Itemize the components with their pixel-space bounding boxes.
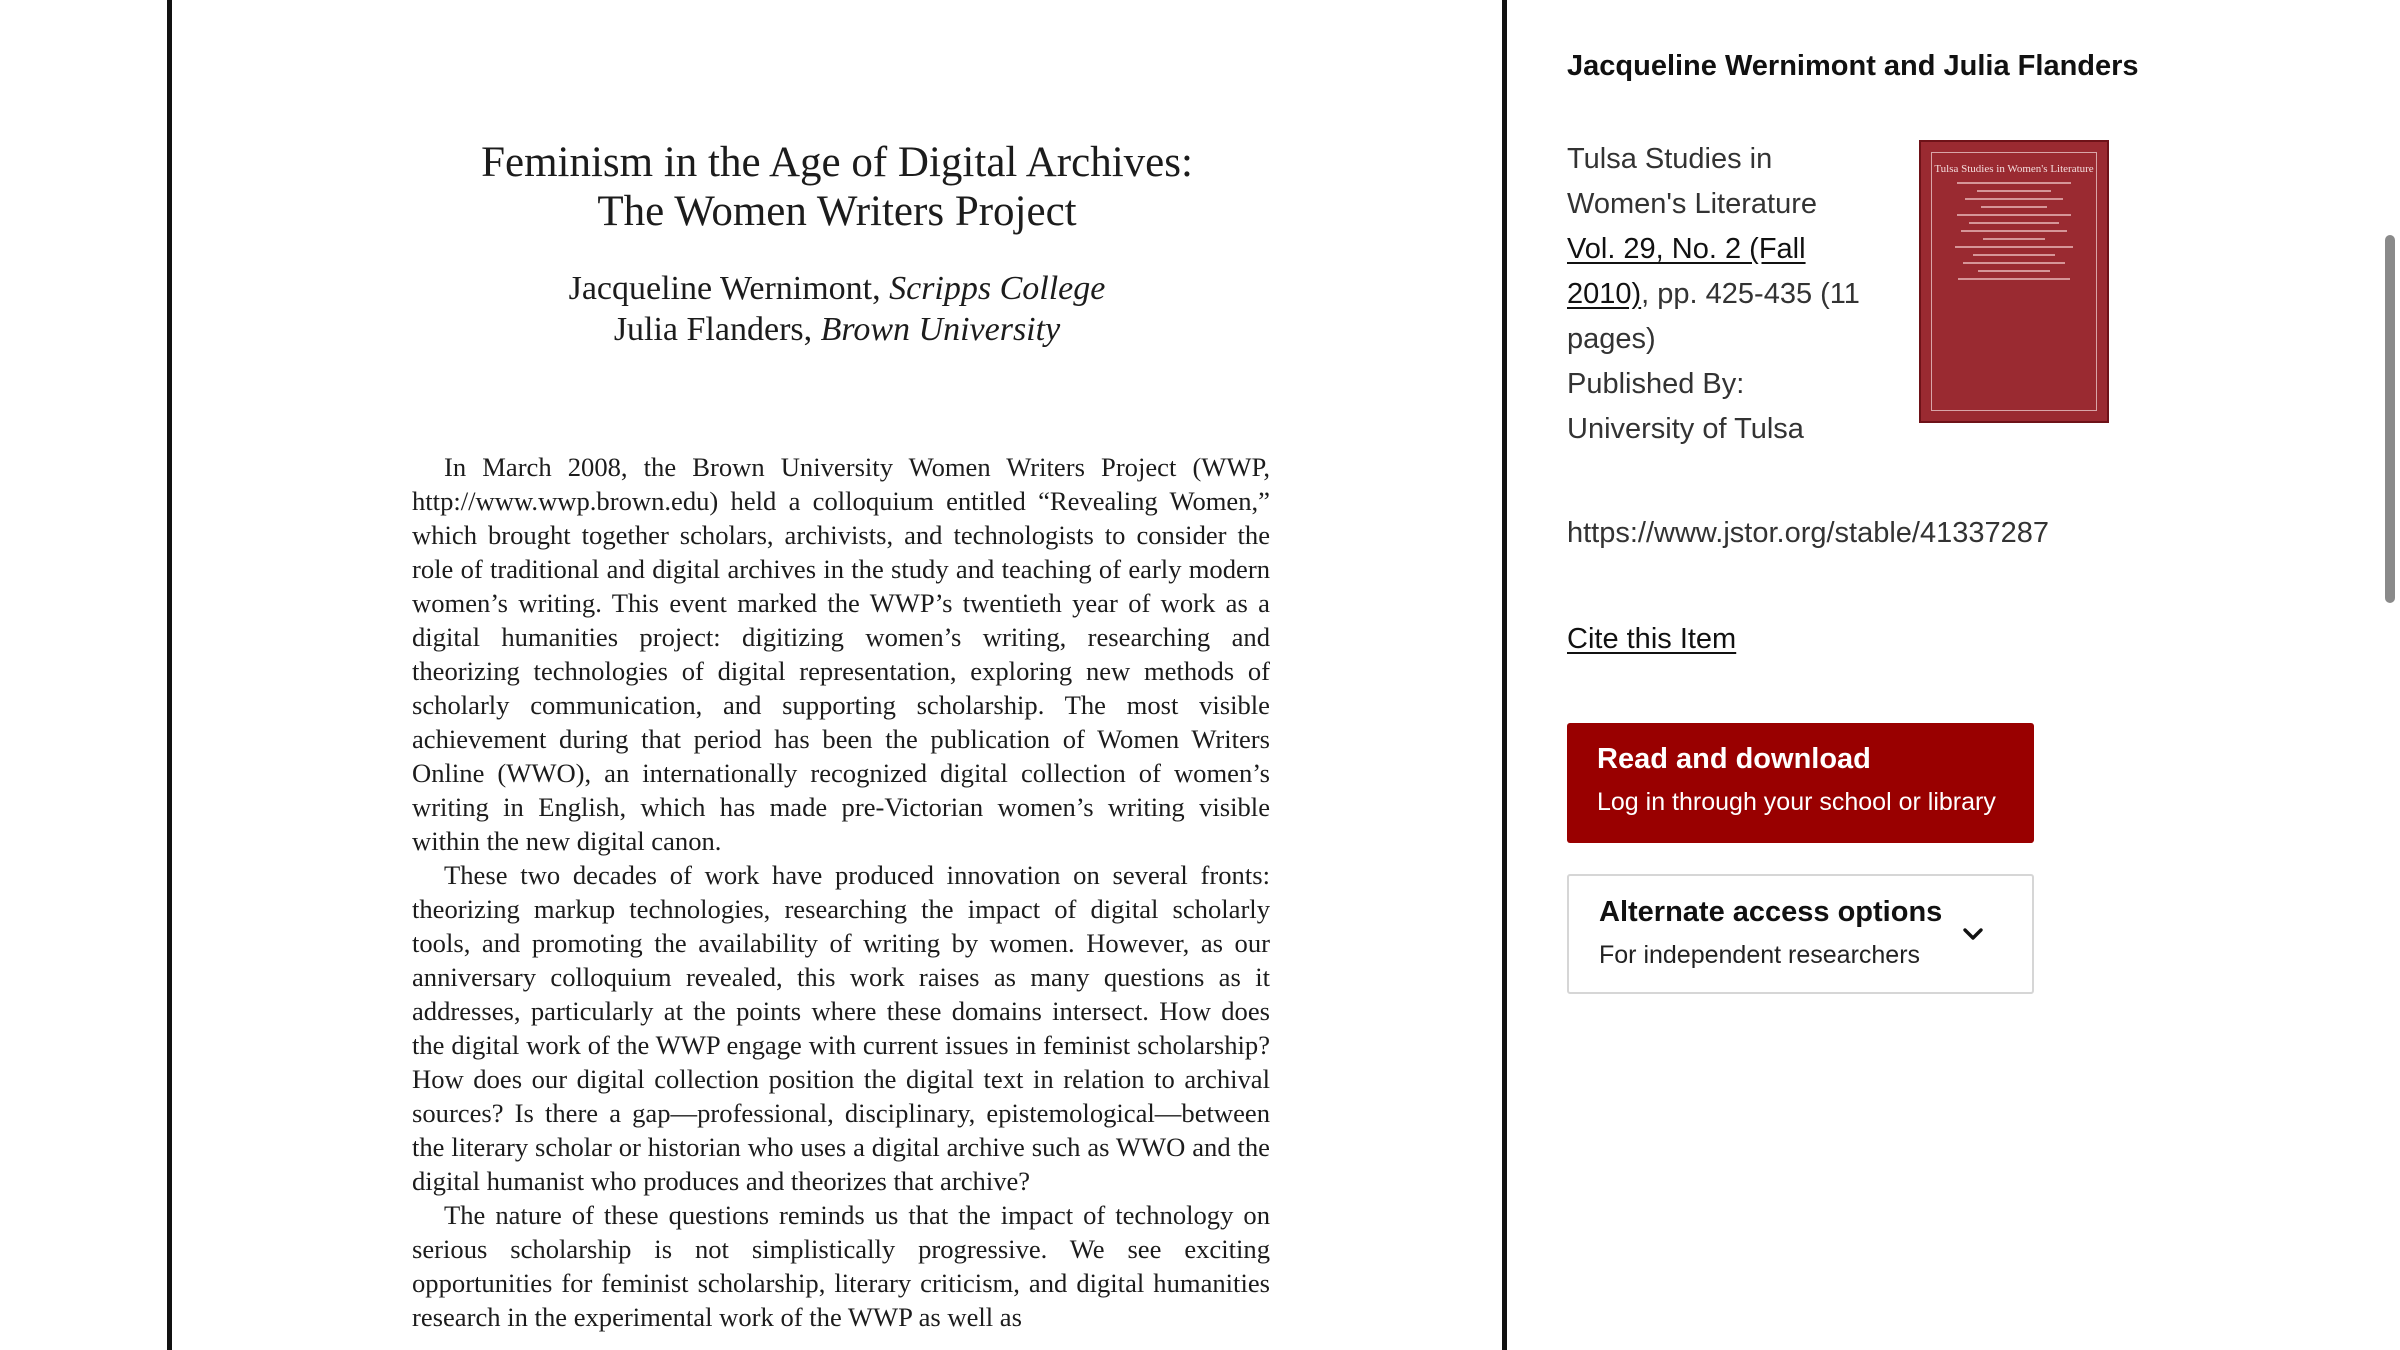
journal-name-line2: Women's Literature bbox=[1567, 188, 1817, 220]
document-title bbox=[172, 138, 1502, 236]
document-title-line1: Feminism in the Age of Digital Archives: bbox=[481, 139, 1193, 186]
document-author-2 bbox=[172, 309, 1502, 350]
stable-url[interactable]: https://www.jstor.org/stable/41337287 bbox=[1567, 517, 2050, 549]
document-authors bbox=[172, 268, 1502, 350]
document-paragraph: The nature of these questions reminds us that the impact of technology on serious scholarship is not simplistically progressive. We see exciting opportunities for feminist scholarship, literary criticism, and digital humanities research in the experimental work of the WWP as well as bbox=[412, 1200, 1270, 1332]
document-author-1 bbox=[172, 268, 1502, 309]
document-body bbox=[412, 450, 1270, 1334]
pages-info: , pp. 425-435 (11 bbox=[1641, 278, 1860, 310]
item-authors: Jacqueline Wernimont and Julia Flanders bbox=[1567, 50, 2139, 82]
published-by-label: Published By: bbox=[1567, 368, 1745, 400]
issue-link[interactable]: Vol. 29, No. 2 (Fall bbox=[1567, 233, 1806, 265]
journal-cover-image[interactable] bbox=[1919, 140, 2109, 423]
read-and-download-button[interactable] bbox=[1567, 723, 2034, 843]
chevron-down-icon bbox=[1962, 923, 1984, 945]
document-preview bbox=[167, 0, 1507, 1350]
alt-access-subtitle: For independent researchers bbox=[1599, 941, 1921, 969]
author1-affiliation: Scripps College bbox=[889, 270, 1106, 307]
author1-name: Jacqueline Wernimont, bbox=[568, 270, 881, 307]
journal-name-line1: Tulsa Studies in bbox=[1567, 143, 1773, 175]
read-button-title: Read and download bbox=[1597, 743, 1871, 775]
page-scrollbar-thumb[interactable] bbox=[2385, 235, 2395, 603]
alternate-access-dropdown[interactable] bbox=[1567, 874, 2034, 994]
alt-access-title: Alternate access options bbox=[1599, 896, 1943, 928]
page-scrollbar-track[interactable] bbox=[2380, 0, 2400, 1350]
document-title-line2: The Women Writers Project bbox=[597, 188, 1077, 235]
item-info-panel bbox=[1567, 0, 2187, 1350]
pages-info-cont: pages) bbox=[1567, 323, 1656, 355]
author2-name: Julia Flanders, bbox=[613, 311, 813, 348]
item-metadata bbox=[1567, 137, 1887, 452]
document-paragraph: In March 2008, the Brown University Women Writers Project (WWP, http://www.wwp.brown.edu) held a colloquium entitled “Revealing Women,” which brought together scholars, archivists, and technologists to consider the role of traditional and digital archives in the study and teaching of early modern women’s writing. This event marked the WWP’s twentieth year of work as a digital humanities project: digitizing women’s writing, researching and theorizing technologies of digital representation, exploring new methods of scholarly communication, and supporting scholarship. The most visible achievement during that period has been the publication of Women Writers Online (WWO), an internationally recognized digital collection of women’s writing in English, which has made pre-Victorian women’s writing visible within the new digital canon. bbox=[412, 452, 1270, 856]
cite-this-item-link[interactable]: Cite this Item bbox=[1567, 623, 1737, 655]
read-button-subtitle: Log in through your school or library bbox=[1597, 788, 1996, 816]
cover-title: Tulsa Studies in Women's Literature bbox=[1934, 163, 2094, 175]
issue-link-cont[interactable]: 2010) bbox=[1567, 278, 1642, 310]
document-paragraph: These two decades of work have produced innovation on several fronts: theorizing markup technologies, researching the impact of digital scholarly tools, and promoting the availability of writing by women. However, as our anniversary colloquium revealed, this work raises as many questions as it addresses, particularly at the points where these domains intersect. How does the digital work of the WWP engage with current issues in feminist scholarship? How does our digital collection position the digital text in relation to archival sources? Is there a gap—professional, disciplinary, epistemological—between the literary scholar or historian who uses a digital archive such as WWO and the digital humanist who produces and theorizes that archive? bbox=[412, 860, 1270, 1196]
publisher-name: University of Tulsa bbox=[1567, 413, 1804, 445]
author2-affiliation: Brown University bbox=[820, 311, 1061, 348]
